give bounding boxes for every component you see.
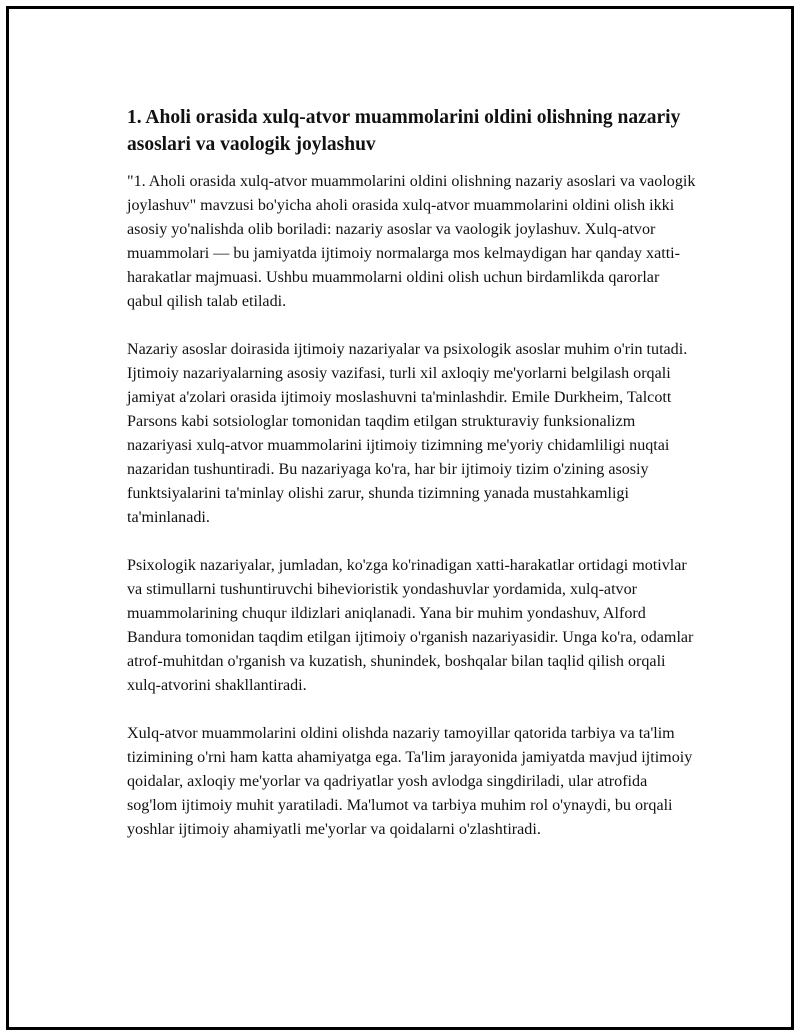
document-title: 1. Aholi orasida xulq-atvor muammolarini oldini olishning nazariy asoslari va vaologik joylashuv [127, 107, 681, 155]
paragraph-4: Xulq-atvor muammolarini oldini olishda nazariy tamoyillar qatorida tarbiya va ta'lim tizimining o'rni ham katta ahamiyatga ega. Ta'lim jarayonida jamiyatda mavjud ijtimoiy qoidalar, axloqiy me'yorlar va qadriyatlar yosh avlodga singdiriladi, ular atrofida sog'lom ijtimoiy muhit yaratiladi. Ma'lumot va tarbiya muhim rol o'ynaydi, bu orqali yoshlar ijtimoiy ahamiyatli me'yorlar va qoidalarni o'zlashtiradi. [127, 725, 693, 838]
document-content [127, 104, 697, 866]
paragraph-3: Psixologik nazariyalar, jumladan, ko'zga ko'rinadigan xatti-harakatlar ortidagi motivlar va stimullarni tushuntiruvchi bihevioristik yondashuvlar yordamida, xulq-atvor muammolarining chuqur ildizlari aniqlanadi. Yana bir muhim yondashuv, Alford Bandura tomonidan taqdim etilgan ijtimoiy o'rganish nazariyasidir. Unga ko'ra, odamlar atrof-muhitdan o'rganish va kuzatish, shunindek, boshqalar bilan taqlid qilish orqali xulq-atvorini shakllantiradi. [127, 557, 694, 694]
paragraph-1: "1. Aholi orasida xulq-atvor muammolarini oldini olishning nazariy asoslari va vaologik joylashuv" mavzusi bo'yicha aholi orasida xulq-atvor muammolarini oldini olish ikki asosiy yo'nalishda olib boriladi: nazariy asoslar va vaologik joylashuv. Xulq-atvor muammolari — bu jamiyatda ijtimoiy normalarga mos kelmaydigan har qanday xatti-harakatlar majmuasi. Ushbu muammolarni oldini olish uchun birdamlikda qarorlar qabul qilish talab etiladi. [127, 173, 696, 310]
page-frame [6, 6, 794, 1030]
paragraph-2: Nazariy asoslar doirasida ijtimoiy nazariyalar va psixologik asoslar muhim o'rin tutadi. Ijtimoiy nazariyalarning asosiy vazifasi, turli xil axloqiy me'yorlarni belgilash orqali jamiyat a'zolari orasida ijtimoiy moslashuvni ta'minlashdir. Emile Durkheim, Talcott Parsons kabi sotsiologlar tomonidan taqdim etilgan strukturaviy funksionalizm nazariyasi xulq-atvor muammolarini ijtimoiy tizimning me'yoriy chidamliligi nuqtai nazaridan tushuntiradi. Bu nazariyaga ko'ra, har bir ijtimoiy tizim o'zining asosiy funktsiyalarini ta'minlay olishi zarur, shunda tizimning yanada mustahkamligi ta'minlanadi. [127, 341, 688, 526]
